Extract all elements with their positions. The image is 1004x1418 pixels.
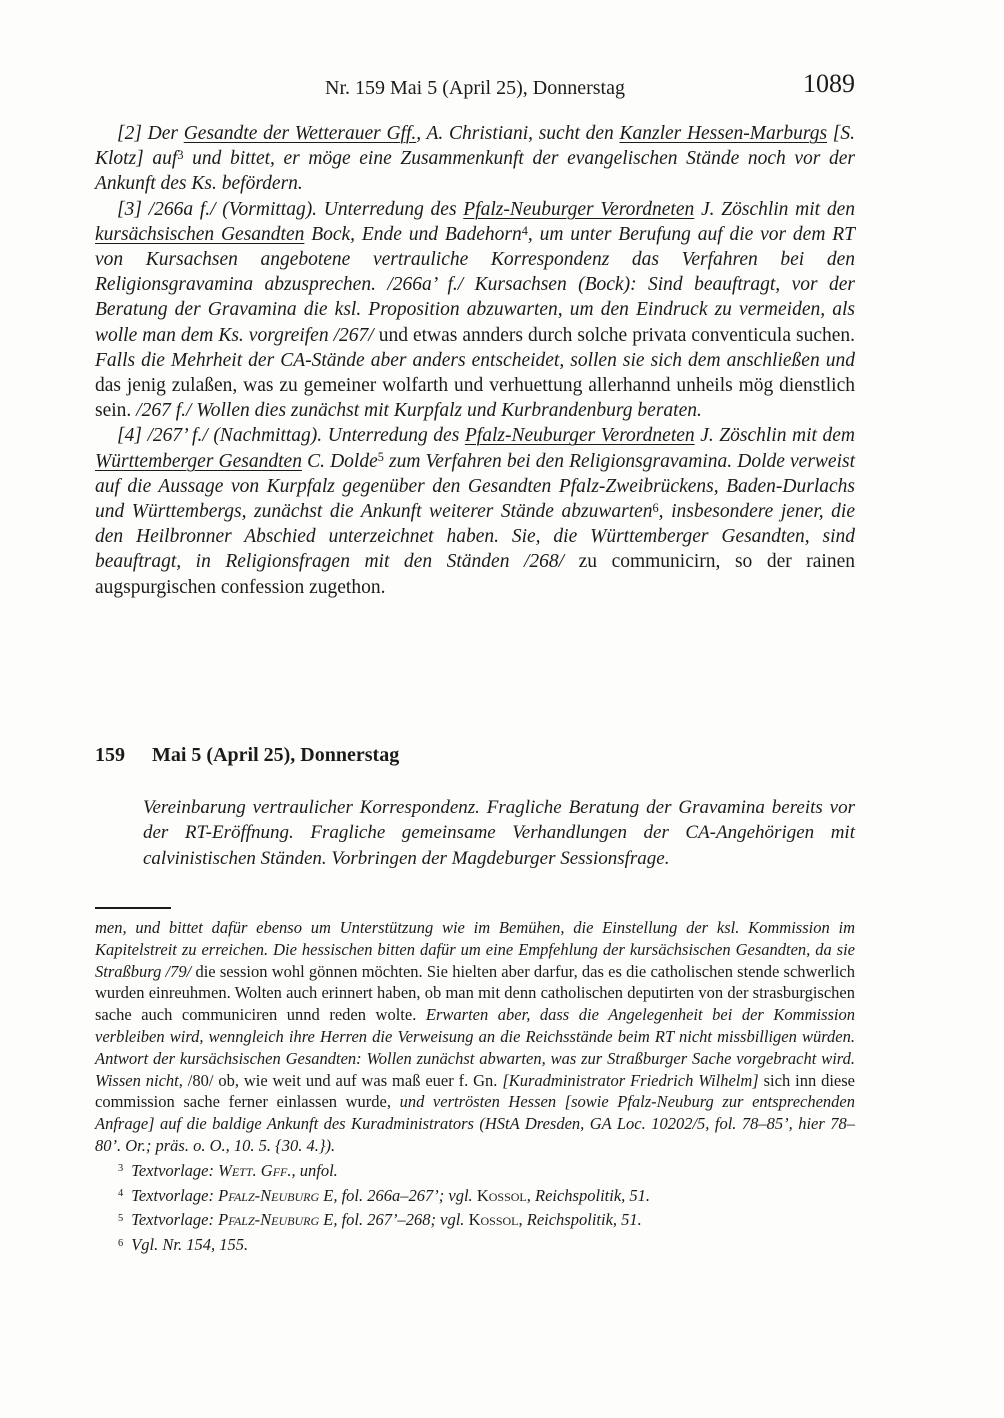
text-run: [S. Klotz] auf bbox=[95, 123, 855, 170]
text-run: Falls die Mehrheit der CA-Stände aber anders entscheidet, sollen sie sich dem anschließen und bbox=[95, 349, 855, 371]
running-head-title: Nr. 159 Mai 5 (April 25), Donnerstag bbox=[325, 77, 625, 99]
text-run: /80/ ob, wie weit und auf was maß euer f. Gn. bbox=[187, 1070, 503, 1090]
paragraph-3 bbox=[95, 197, 855, 424]
footnote-4 bbox=[95, 1185, 855, 1207]
footnotes bbox=[95, 917, 855, 1256]
text-run: kursächsischen Gesandten bbox=[95, 223, 305, 245]
footnote-4-text bbox=[131, 1186, 650, 1205]
text-run: C. Dolde bbox=[301, 450, 378, 472]
main-text bbox=[95, 121, 855, 600]
text-run: , fol. 267’–268; bbox=[333, 1210, 441, 1230]
text-run: und vertrösten Hessen [sowie Pfalz-Neuburg zur entsprechenden Anfrage] auf die baldige Ankunft des Kuradministrators (HStA Dresden, GA Loc. 10202/5, fol. 78–85’, hier 78–80’. Or.; präs. o. O., 10. 5. {30. 4.}). bbox=[95, 1092, 856, 1155]
text-run: Textvorlage: bbox=[131, 1185, 219, 1205]
text-run: Reichspolitik, 51. bbox=[535, 1185, 651, 1205]
text-run: zu communicirn, so der rainen augspurgischen confession zugethon. bbox=[95, 551, 855, 598]
text-run: Pfalz-Neuburger Verordneten bbox=[464, 425, 695, 447]
footnote-continuation bbox=[95, 917, 855, 1157]
text-run: Bock, Ende und Badehorn bbox=[304, 223, 522, 245]
text-run: , A. Christiani, sucht den bbox=[416, 123, 620, 144]
footnote-marker-3: 3 bbox=[118, 1163, 124, 1175]
footnote-marker-6: 6 bbox=[118, 1237, 124, 1249]
paragraph-2 bbox=[95, 121, 855, 197]
footnote-5-text bbox=[131, 1210, 642, 1229]
text-run: men, und bittet dafür ebenso um Unterstützung wie im Bemühen, die Einstellung der ksl. Kommission im Kapitelstreit zu erreichen. Die hessischen bitten dafür um eine Empfehlung der kursächsischen Gesandten, da sie Straßburg /79/ bbox=[95, 918, 855, 981]
text-run: J. Zöschlin mit dem bbox=[694, 425, 856, 447]
text-run: [3] /266a f./ (Vormittag). Unterredung des bbox=[117, 198, 464, 220]
text-run: Kossol bbox=[468, 1210, 519, 1230]
text-run: , um unter Berufung auf die vor dem RT von Kursachsen angebotene vertrauliche Korrespondenz das Verfahren bei den Religionsgravamina abzusprechen. /266a’ f./ Kursachsen (Bock): Sind beauftragt, vor der Beratung der Gravamina die ksl. Proposition abzuwarten, um den Eindruck zu vermeiden, als wolle man dem Ks. vorgreifen /267/ bbox=[95, 223, 855, 346]
entry-title: Mai 5 (April 25), Donnerstag bbox=[152, 744, 400, 766]
text-run: Erwarten aber, dass die Angelegenheit bei der Kommission verbleiben wird, wenngleich ihre Herren die Verweisung an die Reichsstände beim RT nicht missbilligen würden. Antwort der kursächsischen Gesandten: Wollen zunächst abwarten, was zur Straßburger Sache vorgebracht wird. Wissen nicht, bbox=[95, 1005, 856, 1090]
text-run: die session wohl gönnen möchten. Sie hielten aber darfur, das es die catholischen stende schwerlich wurden einreuhmen. Wolten auch erinnert haben, ob man mit denn catholischen deputirten von der strasburgischen sache auch communiciren unnd reden wolte. bbox=[95, 961, 856, 1025]
text-run: vgl. bbox=[440, 1210, 465, 1230]
footnote-marker-4: 4 bbox=[118, 1188, 124, 1200]
footnote-separator bbox=[95, 907, 171, 909]
text-run: sich inn diese commission sache ferner einlassen wurde, bbox=[95, 1070, 855, 1112]
footnote-ref-5: 5 bbox=[377, 450, 384, 465]
text-run: [Kuradministrator Friedrich Wilhelm] bbox=[502, 1070, 759, 1090]
text-run: Vgl. Nr. 154, 155. bbox=[131, 1235, 249, 1255]
footnote-ref-4: 4 bbox=[521, 223, 528, 238]
text-run: Vereinbarung vertraulicher Korrespondenz. Fragliche Beratung der Gravamina bereits vor der RT-Eröffnung. Fragliche gemeinsame Verhandlungen der CA-Angehörigen mit calvinistischen Ständen. Vorbringen der Magdeburger Sessionsfrage. bbox=[143, 797, 855, 869]
footnote-3-text bbox=[131, 1161, 338, 1180]
text-run: das jenig zulaßen, was zu gemeiner wolfarth und verhuettung allerhannd unheils mög dienstlich sein. bbox=[95, 375, 855, 422]
footnote-5 bbox=[95, 1209, 855, 1231]
text-run: Kossol bbox=[476, 1185, 527, 1205]
text-run: Textvorlage: bbox=[131, 1210, 219, 1230]
text-run: , unfol. bbox=[291, 1160, 338, 1180]
entry-summary bbox=[143, 795, 855, 871]
entry-heading bbox=[95, 744, 855, 767]
entry-number: 159 bbox=[95, 744, 125, 766]
text-run: /267 f./ Wollen dies zunächst mit Kurpfalz und Kurbrandenburg beraten. bbox=[131, 400, 702, 422]
text-run: Kanzler Hessen-Marburgs bbox=[619, 123, 828, 144]
text-run: , bbox=[526, 1185, 535, 1205]
text-run: Pfalz-Neuburger Verordneten bbox=[463, 198, 695, 220]
text-run: zum Verfahren bei den Religionsgravamina. Dolde verweist auf die Aussage von Kurpfalz gegenüber den Gesandten Pfalz-Zweibrückens, Baden-Durlachs und Württembergs, zunächst die Ankunft weiterer Stände abzuwarten bbox=[95, 450, 856, 523]
text-run: Textvorlage: bbox=[131, 1160, 219, 1180]
text-run: , fol. 266a–267’; bbox=[333, 1185, 449, 1205]
footnote-6-text bbox=[131, 1235, 248, 1254]
paragraph-4 bbox=[95, 423, 855, 599]
text-run: [4] /267’ f./ (Nachmittag). Unterredung des bbox=[117, 425, 465, 447]
footnote-6 bbox=[95, 1234, 855, 1256]
text-run: Pfalz-Neuburg E bbox=[218, 1210, 334, 1230]
text-run: und etwas annders durch solche privata conventicula suchen. bbox=[378, 324, 856, 346]
text-run: , insbesondere jener, die den Heilbronner Abschied unterzeichnet haben. Sie, die Württemberger Gesandten, sind beauftragt, in Religionsfragen mit den Ständen /268/ bbox=[95, 501, 856, 573]
footnote-3 bbox=[95, 1160, 855, 1182]
text-run: vgl. bbox=[448, 1185, 473, 1205]
footnote-ref-6: 6 bbox=[652, 500, 659, 515]
footnote-marker-5: 5 bbox=[118, 1213, 124, 1224]
page-number: 1089 bbox=[803, 69, 855, 98]
running-head bbox=[95, 69, 855, 100]
text-run: und bittet, er möge eine Zusammenkunft der evangelischen Stände noch vor der Ankunft des Ks. befördern. bbox=[95, 148, 855, 195]
text-run: Wett. Gff. bbox=[218, 1160, 292, 1180]
text-run: Württemberger Gesandten bbox=[95, 450, 302, 472]
text-run: Pfalz-Neuburg E bbox=[218, 1185, 334, 1205]
text-run: [2] Der bbox=[117, 123, 184, 144]
text-run: J. Zöschlin mit den bbox=[694, 198, 855, 220]
text-run: Gesandte der Wetterauer Gff. bbox=[183, 123, 417, 144]
text-run: , bbox=[518, 1210, 527, 1230]
footnote-ref-3: 3 bbox=[177, 148, 184, 163]
entry-summary-text bbox=[143, 795, 855, 871]
text-run: Reichspolitik, 51. bbox=[526, 1210, 642, 1230]
